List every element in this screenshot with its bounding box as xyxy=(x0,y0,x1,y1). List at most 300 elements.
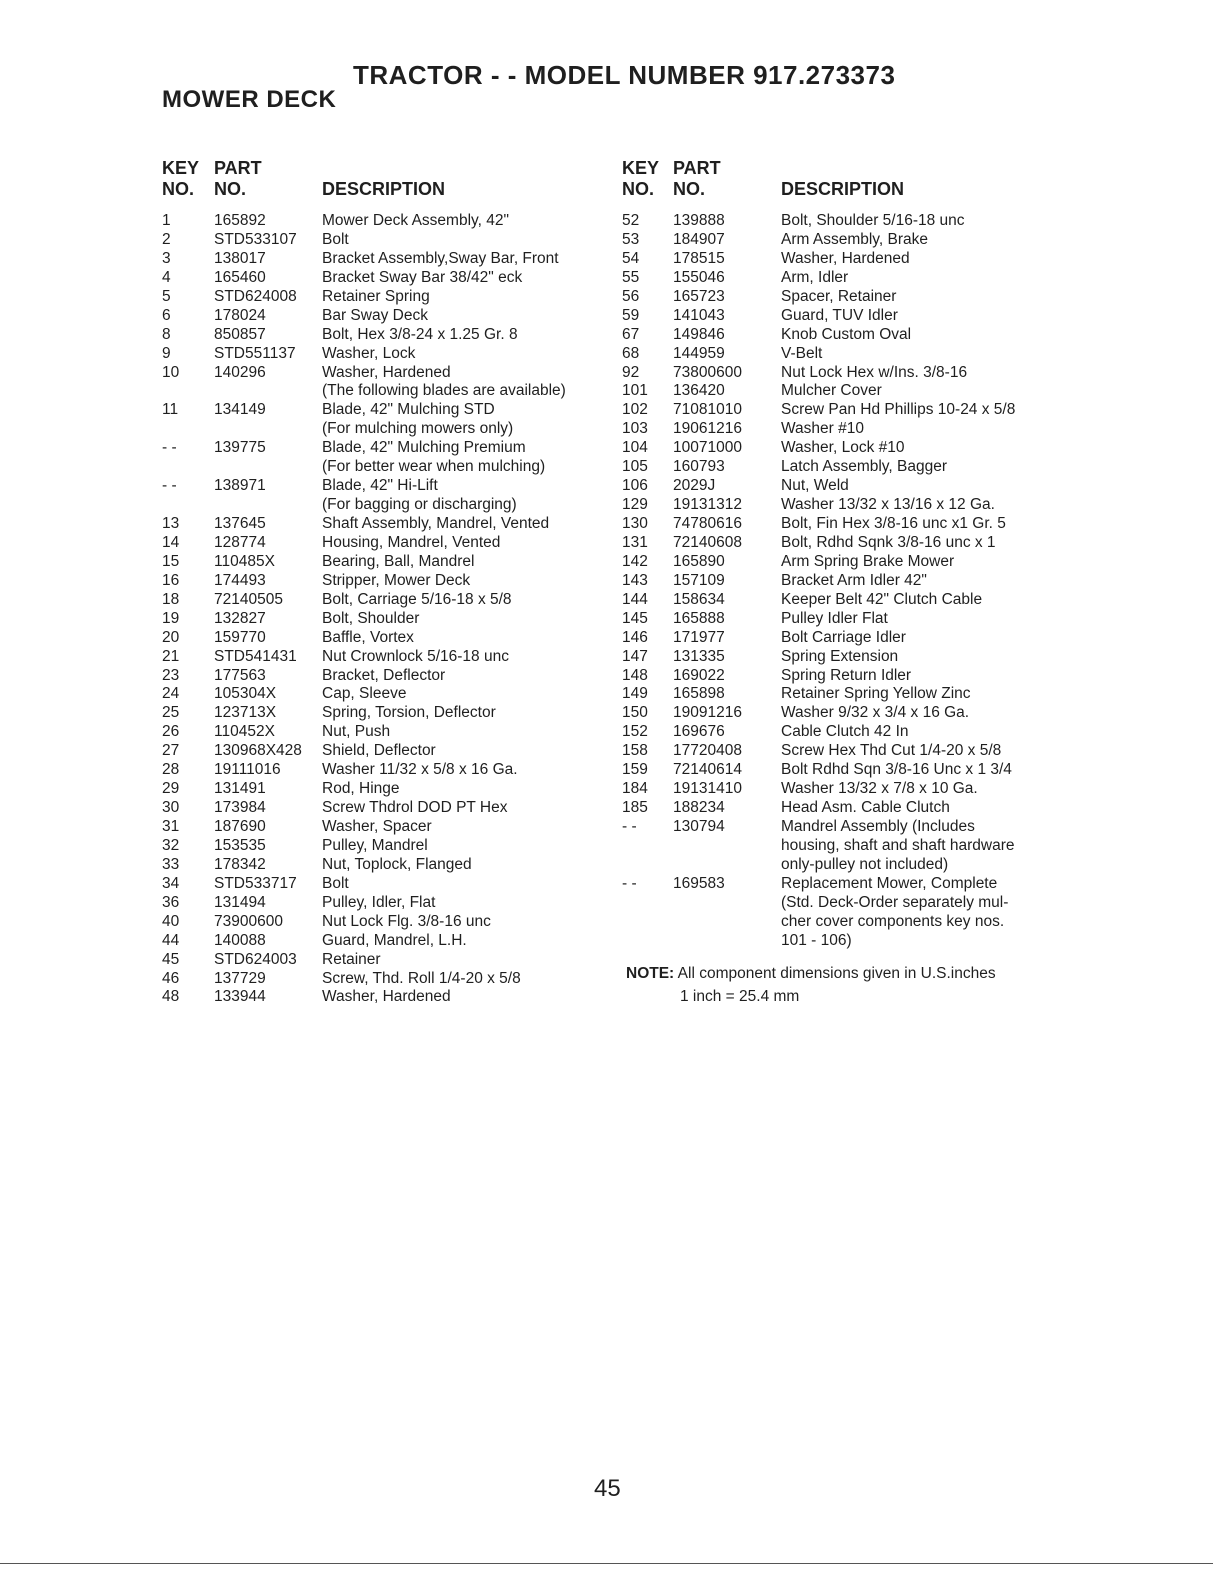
parts-row xyxy=(162,761,602,780)
part-no: STD624008 xyxy=(214,287,297,305)
description: Washer, Spacer xyxy=(322,818,432,835)
description: Bolt, Hex 3/8-24 x 1.25 Gr. 8 xyxy=(322,325,518,343)
description: (For bagging or discharging) xyxy=(322,496,517,514)
parts-row xyxy=(162,591,602,610)
part-no: 169583 xyxy=(673,874,725,892)
key-no: 129 xyxy=(622,496,648,514)
parts-row xyxy=(622,704,1062,723)
parts-row xyxy=(162,401,602,420)
parts-row xyxy=(162,685,602,704)
part-no: 110485X xyxy=(214,552,275,570)
description: only-pulley not included) xyxy=(781,855,949,873)
bottom-rule xyxy=(0,1563,1213,1564)
key-no: 159 xyxy=(622,761,648,779)
parts-row xyxy=(162,856,602,875)
description: Guard, Mandrel, L.H. xyxy=(322,931,467,949)
key-no: - - xyxy=(622,874,637,892)
parts-row xyxy=(622,382,1062,401)
key-no: 102 xyxy=(622,401,648,419)
key-no: 1 xyxy=(162,212,171,229)
description-header-right: DESCRIPTION xyxy=(781,179,905,199)
parts-row xyxy=(622,685,1062,704)
description: Cap, Sleeve xyxy=(322,685,407,703)
parts-row xyxy=(162,723,602,742)
key-no: 19 xyxy=(162,609,180,627)
part-no-header: PART NO. xyxy=(214,158,262,199)
part-no: 128774 xyxy=(214,533,266,551)
key-no-header: KEY NO. xyxy=(162,158,200,199)
part-no: 133944 xyxy=(214,988,266,1006)
parts-row xyxy=(622,913,1062,932)
description: Bar Sway Deck xyxy=(322,306,428,324)
key-no: 5 xyxy=(162,287,171,305)
description: Screw, Thd. Roll 1/4-20 x 5/8 xyxy=(322,969,521,987)
description: (For mulching mowers only) xyxy=(322,420,514,438)
key-no: 29 xyxy=(162,780,180,798)
part-no: 165892 xyxy=(214,212,266,229)
description: Washer, Hardened xyxy=(322,363,451,381)
parts-row xyxy=(622,212,1062,231)
description: Bracket Assembly,Sway Bar, Front xyxy=(322,249,559,267)
key-no: 20 xyxy=(162,628,180,646)
part-no: 19091216 xyxy=(673,704,742,722)
key-no: 146 xyxy=(622,628,648,646)
parts-row xyxy=(622,231,1062,250)
parts-row xyxy=(162,231,602,250)
part-no: 141043 xyxy=(673,306,725,324)
parts-row xyxy=(162,629,602,648)
key-no: 92 xyxy=(622,363,640,381)
part-no: 105304X xyxy=(214,685,277,703)
parts-row xyxy=(162,572,602,591)
description: Washer 13/32 x 7/8 x 10 Ga. xyxy=(781,780,978,798)
parts-row xyxy=(162,894,602,913)
description: Bolt, Fin Hex 3/8-16 unc x1 Gr. 5 xyxy=(781,515,1006,532)
description: Bearing, Ball, Mandrel xyxy=(322,552,475,570)
parts-row xyxy=(162,345,602,364)
part-no: STD533107 xyxy=(214,230,297,248)
part-no: 188234 xyxy=(673,799,725,817)
part-no: 131335 xyxy=(673,647,725,665)
key-no: 13 xyxy=(162,515,180,532)
parts-row xyxy=(162,496,602,515)
key-no: 147 xyxy=(622,647,648,665)
part-no: 123713X xyxy=(214,704,277,722)
part-no: 74780616 xyxy=(673,515,742,532)
parts-row xyxy=(622,364,1062,383)
key-no: 31 xyxy=(162,818,180,835)
part-no: 165460 xyxy=(214,268,266,286)
description: Bracket, Deflector xyxy=(322,666,446,684)
part-no: 19111016 xyxy=(214,761,281,779)
part-no: 178024 xyxy=(214,306,266,324)
description: Spring Extension xyxy=(781,647,899,665)
description: Spring, Torsion, Deflector xyxy=(322,704,496,722)
description: Bolt Carriage Idler xyxy=(781,628,906,646)
description: Nut, Push xyxy=(322,723,391,741)
parts-row xyxy=(162,648,602,667)
description: housing, shaft and shaft hardware xyxy=(781,836,1015,854)
description: Washer #10 xyxy=(781,420,864,438)
part-no: 178515 xyxy=(673,249,725,267)
parts-row xyxy=(162,307,602,326)
description: Arm Assembly, Brake xyxy=(781,230,929,248)
parts-row xyxy=(162,988,602,1007)
description: Washer, Lock xyxy=(322,344,416,362)
description: Keeper Belt 42" Clutch Cable xyxy=(781,590,983,608)
parts-row xyxy=(622,572,1062,591)
description: Washer, Hardened xyxy=(322,988,451,1006)
parts-row xyxy=(622,742,1062,761)
parts-row xyxy=(162,458,602,477)
description: Replacement Mower, Complete xyxy=(781,874,998,892)
parts-row xyxy=(162,780,602,799)
part-no: 139888 xyxy=(673,212,725,229)
part-no: STD551137 xyxy=(214,344,296,362)
description: Housing, Mandrel, Vented xyxy=(322,533,501,551)
description: Stripper, Mower Deck xyxy=(322,571,471,589)
description: Screw Pan Hd Phillips 10-24 x 5/8 xyxy=(781,401,1016,419)
key-no: 6 xyxy=(162,306,171,324)
key-no: 30 xyxy=(162,799,180,817)
description: Blade, 42" Mulching STD xyxy=(322,401,495,419)
description: Nut, Toplock, Flanged xyxy=(322,855,472,873)
note-conversion: 1 inch = 25.4 mm xyxy=(680,988,800,1005)
description: Washer 9/32 x 3/4 x 16 Ga. xyxy=(781,704,970,722)
part-no: 132827 xyxy=(214,609,266,627)
part-no: 138017 xyxy=(214,249,266,267)
parts-row xyxy=(162,326,602,345)
part-no: 131491 xyxy=(214,780,266,798)
part-no: 160793 xyxy=(673,458,725,476)
part-no: 173984 xyxy=(214,799,266,817)
parts-row xyxy=(622,326,1062,345)
note-label: NOTE: xyxy=(626,965,675,982)
parts-row xyxy=(622,799,1062,818)
parts-row xyxy=(162,534,602,553)
parts-list-left xyxy=(162,212,602,1007)
part-no: STD533717 xyxy=(214,874,297,892)
parts-row xyxy=(622,553,1062,572)
part-no: 169022 xyxy=(673,666,725,684)
parts-row xyxy=(162,515,602,534)
parts-row xyxy=(622,837,1062,856)
description: Baffle, Vortex xyxy=(322,628,414,646)
parts-row xyxy=(162,951,602,970)
key-no: 54 xyxy=(622,249,640,267)
parts-row xyxy=(622,515,1062,534)
key-no: 144 xyxy=(622,590,648,608)
parts-row xyxy=(162,477,602,496)
part-no: 140296 xyxy=(214,363,266,381)
parts-row xyxy=(162,610,602,629)
description: Retainer xyxy=(322,950,381,968)
key-no: 59 xyxy=(622,306,640,324)
part-no: 19131312 xyxy=(673,496,742,514)
key-no: - - xyxy=(162,439,177,457)
description: Arm, Idler xyxy=(781,268,849,286)
key-no: 4 xyxy=(162,268,171,286)
description: Arm Spring Brake Mower xyxy=(781,552,955,570)
key-no: 18 xyxy=(162,590,180,608)
part-no: 140088 xyxy=(214,931,266,949)
parts-row xyxy=(162,288,602,307)
description: V-Belt xyxy=(781,344,823,362)
description: Bolt, Shoulder 5/16-18 unc xyxy=(781,212,965,229)
description: Nut Crownlock 5/16-18 unc xyxy=(322,647,509,665)
key-no: 52 xyxy=(622,212,640,229)
description: Nut Lock Hex w/Ins. 3/8-16 xyxy=(781,363,968,381)
parts-row xyxy=(622,723,1062,742)
description: Rod, Hinge xyxy=(322,780,400,798)
parts-row xyxy=(162,439,602,458)
key-no: 14 xyxy=(162,533,180,551)
part-no: 155046 xyxy=(673,268,725,286)
key-no: 152 xyxy=(622,723,648,741)
key-no: 145 xyxy=(622,609,648,627)
parts-row xyxy=(162,667,602,686)
parts-row xyxy=(622,610,1062,629)
key-no: 104 xyxy=(622,439,648,457)
part-no: 130794 xyxy=(673,818,725,835)
parts-row xyxy=(622,591,1062,610)
section-title: MOWER DECK xyxy=(162,86,337,113)
key-no: 142 xyxy=(622,552,648,570)
part-no: 2029J xyxy=(673,477,716,495)
parts-row xyxy=(622,439,1062,458)
part-no: 169676 xyxy=(673,723,725,741)
description: Pulley Idler Flat xyxy=(781,609,888,627)
part-no: 134149 xyxy=(214,401,266,419)
part-no-header-right: PART NO. xyxy=(673,158,721,199)
description: Bracket Sway Bar 38/42" eck xyxy=(322,268,523,286)
key-no-header-right: KEY NO. xyxy=(622,158,660,199)
part-no: 144959 xyxy=(673,344,725,362)
parts-row xyxy=(622,534,1062,553)
key-no: 48 xyxy=(162,988,180,1006)
parts-row xyxy=(162,382,602,401)
key-no: 34 xyxy=(162,874,180,892)
parts-row xyxy=(622,856,1062,875)
description: Spring Return Idler xyxy=(781,666,912,684)
key-no: 68 xyxy=(622,344,640,362)
key-no: - - xyxy=(162,477,177,495)
key-no: 53 xyxy=(622,230,640,248)
parts-row xyxy=(162,742,602,761)
part-no: STD541431 xyxy=(214,647,297,665)
part-no: 72140614 xyxy=(673,761,742,779)
key-no: 148 xyxy=(622,666,648,684)
key-no: 26 xyxy=(162,723,180,741)
description: Retainer Spring xyxy=(322,287,430,305)
key-no: 16 xyxy=(162,571,180,589)
description: Head Asm. Cable Clutch xyxy=(781,799,950,817)
key-no: 46 xyxy=(162,969,180,987)
key-no: 28 xyxy=(162,761,180,779)
description: Blade, 42" Mulching Premium xyxy=(322,439,526,457)
key-no: 32 xyxy=(162,836,180,854)
description: Blade, 42" Hi-Lift xyxy=(322,477,438,495)
key-no: 3 xyxy=(162,249,171,267)
description: Mandrel Assembly (Includes xyxy=(781,818,975,835)
parts-row xyxy=(162,704,602,723)
part-no: STD624003 xyxy=(214,950,297,968)
key-no: 40 xyxy=(162,912,180,930)
description: Bolt xyxy=(322,230,349,248)
part-no: 110452X xyxy=(214,723,275,741)
parts-row xyxy=(622,648,1062,667)
part-no: 165723 xyxy=(673,287,725,305)
key-no: 8 xyxy=(162,325,171,343)
parts-row xyxy=(162,837,602,856)
parts-row xyxy=(162,913,602,932)
part-no: 159770 xyxy=(214,628,266,646)
key-no: 44 xyxy=(162,931,180,949)
part-no: 177563 xyxy=(214,666,266,684)
part-no: 72140505 xyxy=(214,590,283,608)
key-no: 25 xyxy=(162,704,180,722)
key-no: 9 xyxy=(162,344,171,362)
part-no: 10071000 xyxy=(673,439,742,457)
part-no: 171977 xyxy=(673,628,725,646)
key-no: 11 xyxy=(162,401,179,419)
key-no: 131 xyxy=(622,533,648,551)
description: Bolt, Carriage 5/16-18 x 5/8 xyxy=(322,590,512,608)
part-no: 73900600 xyxy=(214,912,283,930)
parts-row xyxy=(622,307,1062,326)
parts-row xyxy=(162,970,602,989)
key-no: 10 xyxy=(162,363,180,381)
parts-row xyxy=(622,458,1062,477)
description: Shaft Assembly, Mandrel, Vented xyxy=(322,515,550,532)
part-no: 165888 xyxy=(673,609,725,627)
key-no: 56 xyxy=(622,287,640,305)
description: (The following blades are available) xyxy=(322,382,566,400)
key-no: - - xyxy=(622,818,637,835)
part-no: 178342 xyxy=(214,855,266,873)
description: Mower Deck Assembly, 42" xyxy=(322,212,509,229)
parts-row xyxy=(622,932,1062,951)
parts-row xyxy=(622,250,1062,269)
part-no: 73800600 xyxy=(673,363,742,381)
part-no: 136420 xyxy=(673,382,725,400)
description: Shield, Deflector xyxy=(322,742,436,760)
key-no: 27 xyxy=(162,742,180,760)
parts-row xyxy=(622,288,1062,307)
note-text: All component dimensions given in U.S.inches xyxy=(677,965,996,982)
part-no: 17720408 xyxy=(673,742,742,760)
parts-row xyxy=(622,477,1062,496)
parts-row xyxy=(622,818,1062,837)
key-no: 150 xyxy=(622,704,648,722)
part-no: 149846 xyxy=(673,325,725,343)
part-no: 165898 xyxy=(673,685,725,703)
part-no: 19131410 xyxy=(673,780,742,798)
part-no: 138971 xyxy=(214,477,266,495)
parts-row xyxy=(162,420,602,439)
key-no: 103 xyxy=(622,420,648,438)
parts-row xyxy=(162,799,602,818)
part-no: 71081010 xyxy=(673,401,742,419)
key-no: 158 xyxy=(622,742,648,760)
description: Guard, TUV Idler xyxy=(781,306,898,324)
description: cher cover components key nos. xyxy=(781,912,1005,930)
key-no: 149 xyxy=(622,685,648,703)
parts-row xyxy=(162,818,602,837)
description: Bolt, Rdhd Sqnk 3/8-16 unc x 1 xyxy=(781,533,996,551)
part-no: 137645 xyxy=(214,515,266,532)
key-no: 143 xyxy=(622,571,648,589)
key-no: 101 xyxy=(622,382,648,400)
key-no: 15 xyxy=(162,552,180,570)
description: Washer 13/32 x 13/16 x 12 Ga. xyxy=(781,496,995,514)
description: Screw Hex Thd Cut 1/4-20 x 5/8 xyxy=(781,742,1002,760)
parts-row xyxy=(622,894,1062,913)
parts-row xyxy=(162,875,602,894)
description: Nut Lock Flg. 3/8-16 unc xyxy=(322,912,491,930)
page-title: TRACTOR - - MODEL NUMBER 917.273373 xyxy=(353,60,896,90)
description: Cable Clutch 42 In xyxy=(781,723,909,741)
description: Retainer Spring Yellow Zinc xyxy=(781,685,971,703)
key-no: 67 xyxy=(622,325,640,343)
parts-row xyxy=(622,401,1062,420)
parts-row xyxy=(162,250,602,269)
page-number: 45 xyxy=(594,1475,621,1502)
description: 101 - 106) xyxy=(781,931,852,949)
key-no: 106 xyxy=(622,477,648,495)
description: (For better wear when mulching) xyxy=(322,458,546,476)
parts-row xyxy=(622,345,1062,364)
key-no: 23 xyxy=(162,666,180,684)
parts-row xyxy=(162,269,602,288)
part-no: 174493 xyxy=(214,571,266,589)
parts-row xyxy=(622,629,1062,648)
part-no: 184907 xyxy=(673,230,725,248)
parts-row xyxy=(162,364,602,383)
description: Bolt Rdhd Sqn 3/8-16 Unc x 1 3/4 xyxy=(781,761,1012,779)
part-no: 153535 xyxy=(214,836,266,854)
parts-row xyxy=(162,212,602,231)
parts-row xyxy=(622,875,1062,894)
key-no: 24 xyxy=(162,685,180,703)
part-no: 187690 xyxy=(214,818,266,835)
parts-row xyxy=(622,667,1062,686)
description: Mulcher Cover xyxy=(781,382,882,400)
description: Bolt, Shoulder xyxy=(322,609,420,627)
parts-row xyxy=(162,553,602,572)
description: Latch Assembly, Bagger xyxy=(781,458,947,476)
key-no: 130 xyxy=(622,515,648,532)
description-header: DESCRIPTION xyxy=(322,179,446,199)
part-no: 158634 xyxy=(673,590,725,608)
parts-row xyxy=(622,780,1062,799)
parts-row xyxy=(622,269,1062,288)
part-no: 72140608 xyxy=(673,533,742,551)
key-no: 36 xyxy=(162,893,180,911)
description: Pulley, Mandrel xyxy=(322,836,428,854)
part-no: 165890 xyxy=(673,552,725,570)
part-no: 131494 xyxy=(214,893,266,911)
description: Washer 11/32 x 5/8 x 16 Ga. xyxy=(322,761,518,779)
part-no: 19061216 xyxy=(673,420,742,438)
description: Washer, Hardened xyxy=(781,249,910,267)
description: Washer, Lock #10 xyxy=(781,439,905,457)
key-no: 184 xyxy=(622,780,648,798)
part-no: 137729 xyxy=(214,969,266,987)
parts-list-right xyxy=(622,212,1062,951)
description: Bolt xyxy=(322,874,349,892)
description: Nut, Weld xyxy=(781,477,849,495)
